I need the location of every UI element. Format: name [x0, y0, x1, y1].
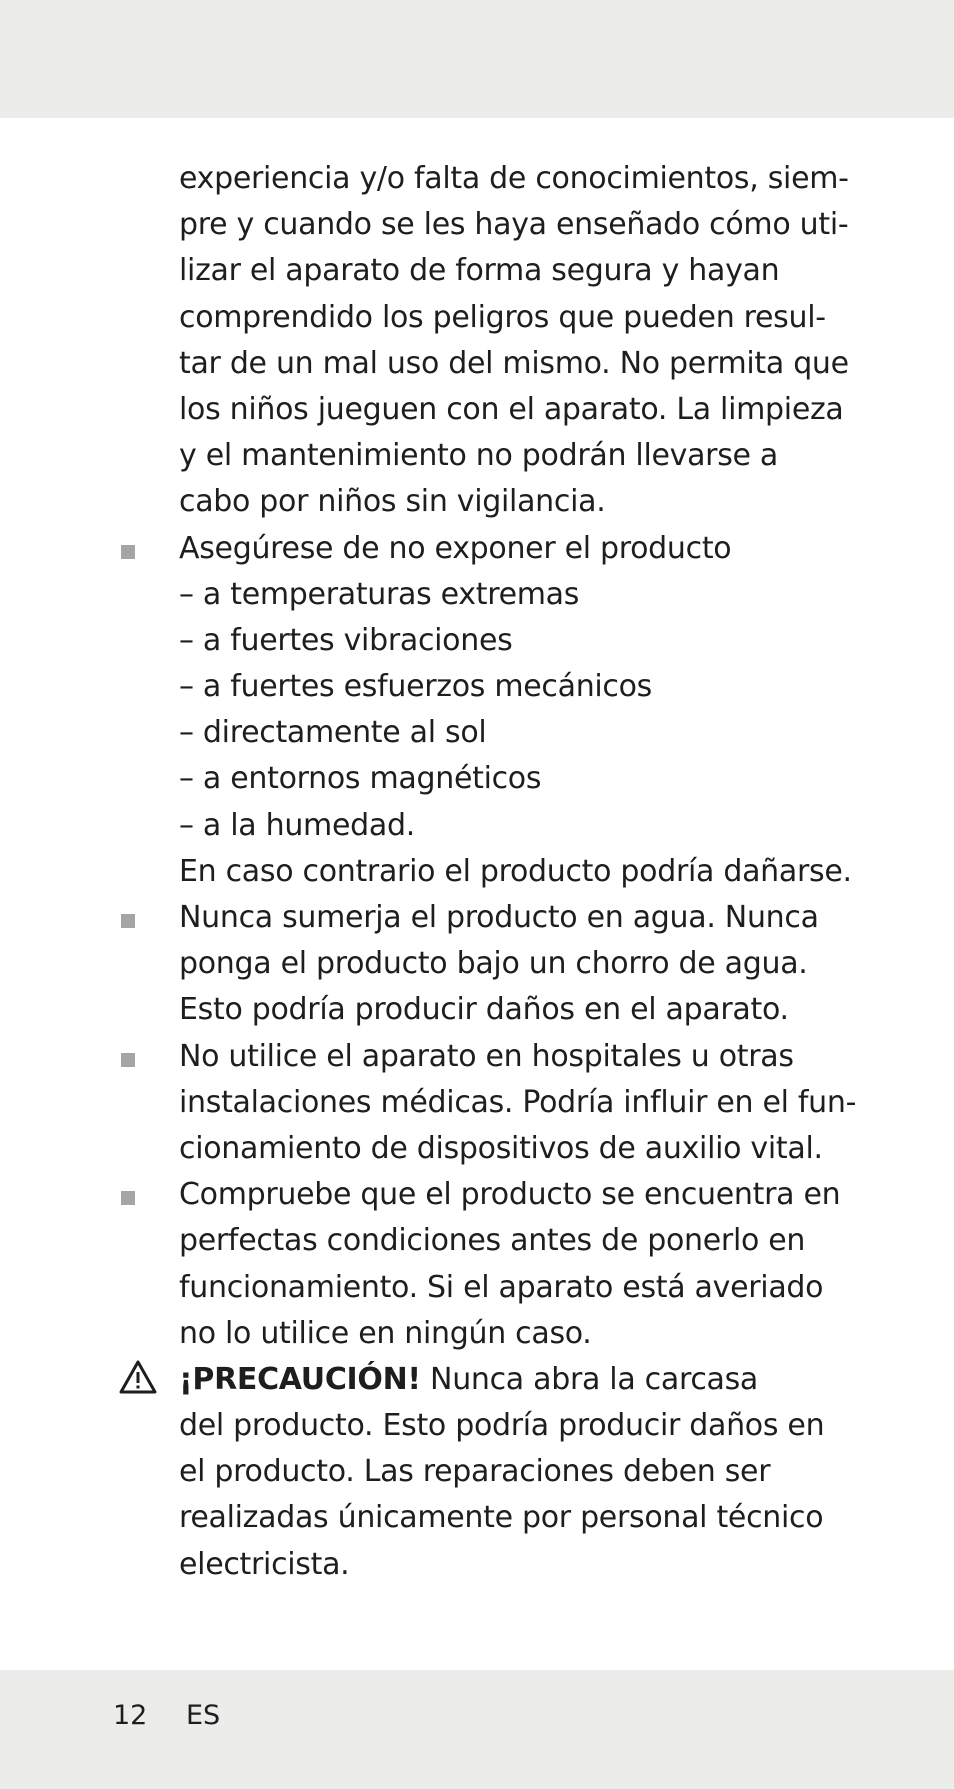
bullet-item-check — [0, 1172, 954, 1357]
text-line: electricista. — [179, 1546, 350, 1582]
caution-first-line — [179, 1357, 954, 1403]
text-line: tar de un mal uso del mismo. No permita que — [179, 345, 849, 381]
page-content — [0, 156, 954, 1588]
bullet-item-exposure — [0, 526, 954, 896]
text-line: En caso contrario el producto podría dañarse. — [179, 853, 852, 889]
text-line: No utilice el aparato en hospitales u otras — [179, 1038, 794, 1074]
bullet-item-hospital — [0, 1034, 954, 1173]
paragraph-continuation — [0, 156, 954, 526]
page-footer — [113, 1700, 220, 1731]
text-line: perfectas condiciones antes de ponerlo en — [179, 1223, 806, 1259]
text-line: – a fuertes vibraciones — [179, 622, 513, 658]
text-line: comprendido los peligros que pueden resul- — [179, 299, 826, 335]
text-line: el producto. Las reparaciones deben ser — [179, 1454, 771, 1490]
text-line: – a la humedad. — [179, 807, 415, 843]
text-line: Asegúrese de no exponer el producto — [179, 530, 732, 566]
text-line: y el mantenimiento no podrán llevarse a — [179, 438, 779, 474]
square-bullet-icon — [121, 545, 135, 559]
text-line: experiencia y/o falta de conocimientos, siem- — [179, 161, 849, 196]
text-line: – a temperaturas extremas — [179, 576, 580, 612]
text-line: – a fuertes esfuerzos mecánicos — [179, 669, 653, 705]
text-line: instalaciones médicas. Podría influir en el fun- — [179, 1084, 857, 1120]
page-number: 12 — [113, 1700, 148, 1731]
text-line: Nunca sumerja el producto en agua. Nunca — [179, 900, 819, 935]
text-line: realizadas únicamente por personal técnico — [179, 1500, 824, 1536]
text-line: – a entornos magnéticos — [179, 761, 542, 797]
square-bullet-icon — [121, 914, 135, 928]
text-line: cabo por niños sin vigilancia. — [179, 484, 606, 520]
caution-label: ¡PRECAUCIÓN! — [179, 1361, 421, 1397]
bullet-item-water — [0, 895, 954, 1034]
header-band — [0, 0, 954, 118]
text-line: los niños jueguen con el aparato. La limpieza — [179, 391, 844, 427]
text-line: lizar el aparato de forma segura y hayan — [179, 253, 780, 289]
language-code: ES — [185, 1700, 221, 1731]
text-line: ponga el producto bajo un chorro de agua. — [179, 946, 808, 982]
text-line: Esto podría producir daños en el aparato. — [179, 992, 789, 1028]
caution-first-text: Nunca abra la carcasa — [420, 1361, 759, 1397]
text-line: del producto. Esto podría producir daños en — [179, 1408, 825, 1444]
caution-notice — [0, 1357, 954, 1588]
text-line: no lo utilice en ningún caso. — [179, 1315, 592, 1351]
text-line: pre y cuando se les haya enseñado cómo uti- — [179, 207, 849, 243]
square-bullet-icon — [121, 1191, 135, 1205]
text-line: – directamente al sol — [179, 715, 487, 751]
text-line: Compruebe que el producto se encuentra en — [179, 1177, 841, 1213]
warning-triangle-icon — [118, 1359, 158, 1395]
text-line: cionamiento de dispositivos de auxilio vital. — [179, 1130, 823, 1166]
text-line: funcionamiento. Si el aparato está averiado — [179, 1269, 824, 1305]
square-bullet-icon — [121, 1053, 135, 1067]
